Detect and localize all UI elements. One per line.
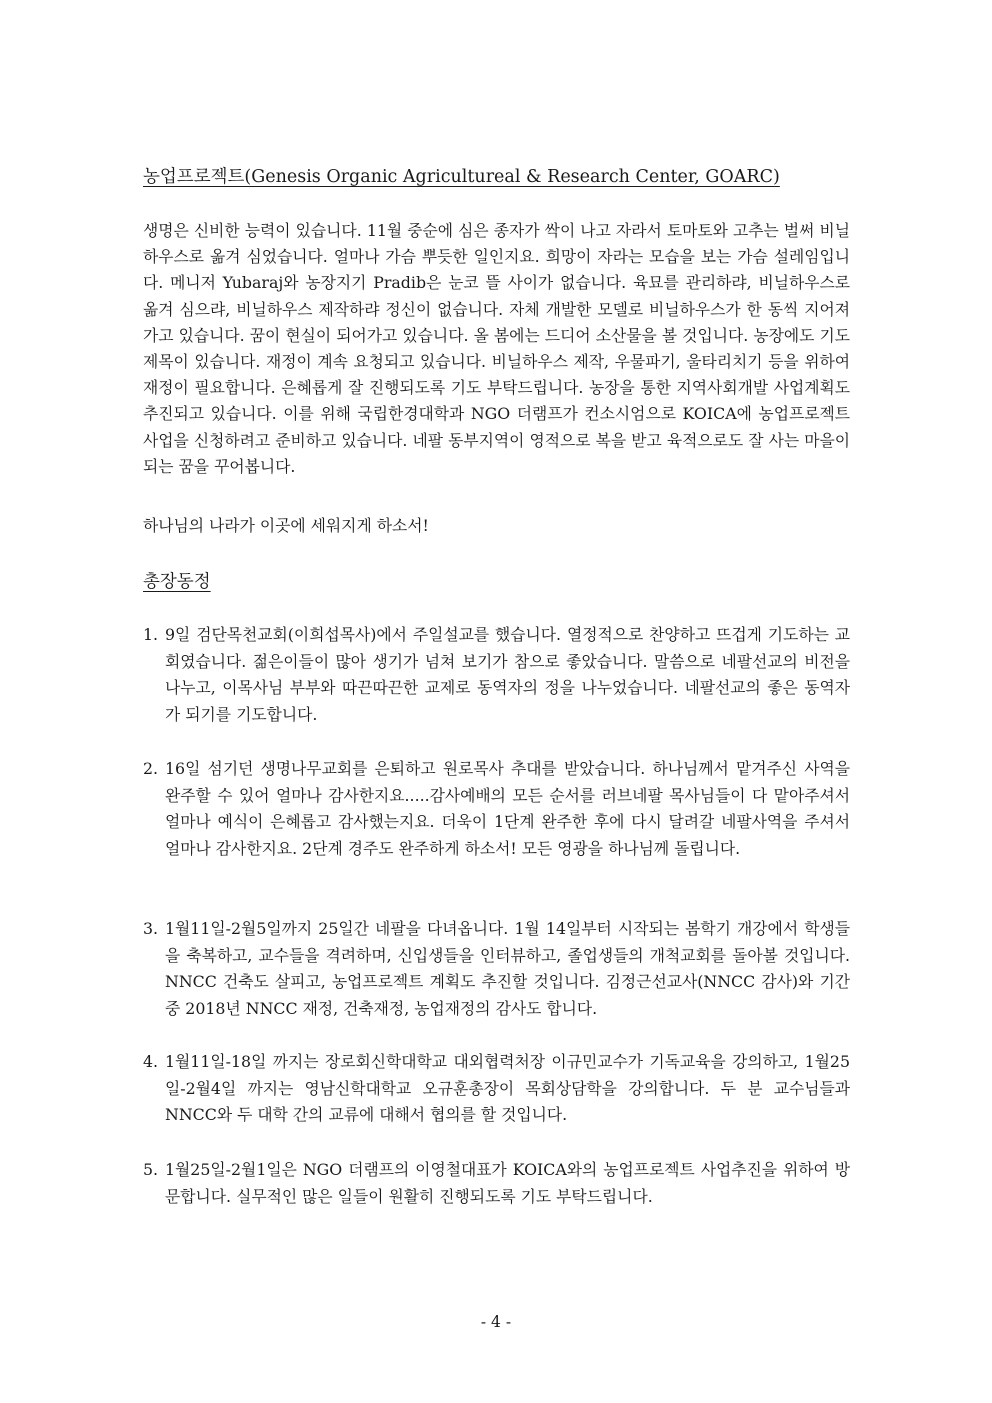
news-item-text: 16일 섬기던 생명나무교회를 은퇴하고 원로목사 추대를 받았습니다. 하나님께서 맡겨주신 사역을 완주할 수 있어 얼마나 감사한지요.....감사예배의 모든 순서를 러브네팔 목사님들이 다 맡아주셔서 얼마나 예식이 은혜롭고 감사했는지요. 더욱이 1단계 완주한 후에 다시 달려갈 네팔사역을 주셔서 얼마나 감사한지요. 2단계 경주도 완주하게 하소서! 모든 영광을 하나님께 돌립니다. xyxy=(165,759,850,858)
news-item-1 xyxy=(143,622,850,728)
news-item-number: 3. xyxy=(143,919,159,938)
president-news-title: 총장동정 xyxy=(143,572,211,592)
news-item-text: 1월11일-2월5일까지 25일간 네팔을 다녀옵니다. 1월 14일부터 시작되는 봄학기 개강에서 학생들을 축복하고, 교수들을 격려하며, 신입생들을 인터뷰하고, 졸업생들의 개척교회를 돌아볼 것입니다. NNCC 건축도 살피고, 농업프로젝트 계획도 추진할 것입니다. 김정근선교사(NNCC 감사)와 기간 중 2018년 NNCC 재정, 건축재정, 농업재정의 감사도 합니다. xyxy=(165,919,850,1018)
news-item-text: 1월25일-2월1일은 NGO 더램프의 이영철대표가 KOICA와의 농업프로젝트 사업추진을 위하여 방문합니다. 실무적인 많은 일들이 원활히 진행되도록 기도 부탁드립니다. xyxy=(165,1160,850,1206)
news-item-number: 1. xyxy=(143,625,159,644)
news-item-number: 4. xyxy=(143,1052,159,1071)
farm-project-title: 농업프로젝트(Genesis Organic Agricultureal & Research Center, GOARC) xyxy=(143,167,780,187)
news-item-number: 5. xyxy=(143,1160,159,1179)
news-item-4 xyxy=(143,1049,850,1129)
farm-project-prayer: 하나님의 나라가 이곳에 세워지게 하소서! xyxy=(143,516,429,535)
news-item-text: 1월11일-18일 까지는 장로회신학대학교 대외협력처장 이규민교수가 기독교육을 강의하고, 1월25일-2월4일 까지는 영남신학대학교 오규훈총장이 목회상담학을 강의합니다. 두 분 교수님들과 NNCC와 두 대학 간의 교류에 대해서 협의를 할 것입니다. xyxy=(165,1052,850,1125)
news-item-5 xyxy=(143,1157,850,1210)
page-number: - 4 - xyxy=(480,1313,512,1331)
farm-project-body: 생명은 신비한 능력이 있습니다. 11월 중순에 심은 종자가 싹이 나고 자라서 토마토와 고추는 벌써 비닐하우스로 옮겨 심었습니다. 얼마나 가슴 뿌듯한 일인지요. 희망이 자라는 모습을 보는 가슴 설레임입니다. 메니저 Yubaraj와 농장지기 Pradib은 눈코 뜰 사이가 없습니다. 육묘를 관리하랴, 비닐하우스로 옮겨 심으랴, 비닐하우스 제작하랴 정신이 없습니다. 자체 개발한 모델로 비닐하우스가 한 동씩 지어져가고 있습니다. 꿈이 현실이 되어가고 있습니다. 올 봄에는 드디어 소산물을 볼 것입니다. 농장에도 기도제목이 있습니다. 재정이 계속 요청되고 있습니다. 비닐하우스 제작, 우물파기, 울타리치기 등을 위하여 재정이 필요합니다. 은혜롭게 잘 진행되도록 기도 부탁드립니다. 농장을 통한 지역사회개발 사업계획도 추진되고 있습니다. 이를 위해 국립한경대학과 NGO 더램프가 컨소시엄으로 KOICA에 농업프로젝트 사업을 신청하려고 준비하고 있습니다. 네팔 동부지역이 영적으로 복을 받고 육적으로도 잘 사는 마을이 되는 꿈을 꾸어봅니다. xyxy=(143,221,850,476)
news-item-number: 2. xyxy=(143,759,159,778)
news-item-text: 9일 검단목천교회(이희섭목사)에서 주일설교를 했습니다. 열정적으로 찬양하고 뜨겁게 기도하는 교회였습니다. 젊은이들이 많아 생기가 넘쳐 보기가 참으로 좋았습니다. 말씀으로 네팔선교의 비전을 나누고, 이목사님 부부와 따끈따끈한 교제로 동역자의 정을 나누었습니다. 네팔선교의 좋은 동역자가 되기를 기도합니다. xyxy=(165,625,850,724)
news-item-2 xyxy=(143,756,850,862)
news-item-3 xyxy=(143,916,850,1022)
